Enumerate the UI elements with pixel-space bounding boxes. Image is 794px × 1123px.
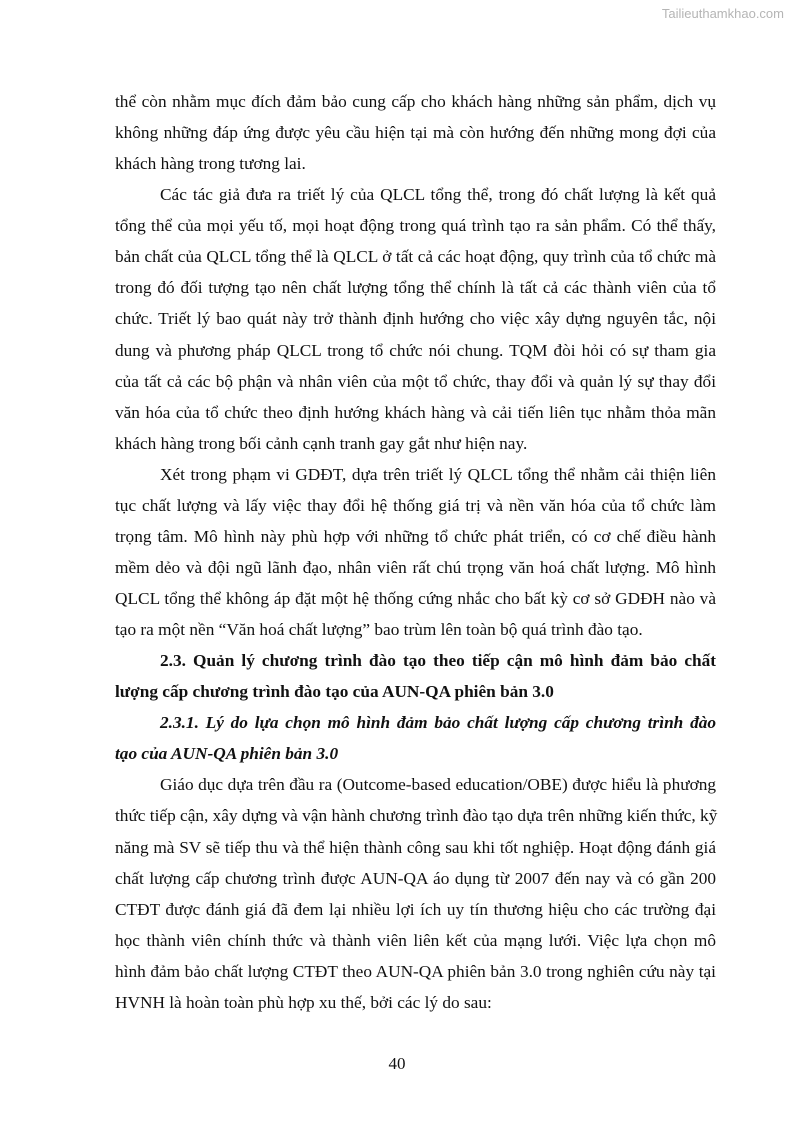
text-line: Xét trong phạm vi GDĐT, dựa trên triết lý QLCL tổng thể nhằm cải thiện liên xyxy=(160,464,716,484)
text-line: dung và phương pháp QLCL trong tổ chức nói chung. TQM đòi hỏi có sự tham gia xyxy=(115,340,716,360)
page-number: 40 xyxy=(388,1054,406,1073)
text-line: hình đảm bảo chất lượng CTĐT theo AUN-QA phiên bản 3.0 trong nghiên cứu này tại xyxy=(115,961,716,981)
watermark: Tailieuthamkhao.com xyxy=(661,6,784,21)
text-line: trong đó đối tượng tạo nên chất lượng tổng thể chính là tất cả các thành viên của tổ xyxy=(115,278,716,298)
text-line: tạo ra một nền “Văn hoá chất lượng” bao trùm lên toàn bộ quá trình đào tạo. xyxy=(115,620,643,640)
section-heading xyxy=(115,645,716,707)
text-line: 2.3.1. Lý do lựa chọn mô hình đảm bảo chất lượng cấp chương trình đào xyxy=(160,713,716,733)
subsection-heading xyxy=(115,707,716,769)
text-line: mềm dẻo và đội ngũ lãnh đạo, nhân viên rất chú trọng văn hoá chất lượng. Mô hình xyxy=(115,557,716,577)
text-line: chất lượng cấp chương trình được AUN-QA áo dụng từ 2007 đến nay và có gần 200 xyxy=(115,868,716,888)
text-line: học thành viên chính thức và thành viên liên kết của mạng lưới. Việc lựa chọn mô xyxy=(115,930,716,950)
text-line: chức. Triết lý bao quát này trở thành định hướng cho việc xây dựng nguyên tắc, nội xyxy=(115,309,716,329)
paragraph xyxy=(115,179,716,459)
text-line: trọng tâm. Mô hình này phù hợp với những tổ chức phát triển, có cơ chế điều hành xyxy=(115,526,716,546)
text-line: CTĐT được đánh giá đã đem lại nhiều lợi ích uy tín thương hiệu cho các trường đại xyxy=(115,899,716,919)
text-line: Giáo dục dựa trên đầu ra (Outcome-based education/OBE) được hiểu là phương xyxy=(160,775,716,795)
text-line: năng mà SV sẽ tiếp thu và thể hiện thành công sau khi tốt nghiệp. Hoạt động đánh giá xyxy=(115,837,716,857)
text-line: HVNH là hoàn toàn phù hợp xu thế, bởi các lý do sau: xyxy=(115,992,492,1012)
text-line: 2.3. Quản lý chương trình đào tạo theo tiếp cận mô hình đảm bảo chất xyxy=(160,651,716,671)
text-line: thể còn nhằm mục đích đảm bảo cung cấp cho khách hàng những sản phẩm, dịch vụ xyxy=(115,92,716,111)
text-line: QLCL tổng thể không áp đặt một hệ thống cứng nhắc cho bất kỳ cơ sở GDĐH nào và xyxy=(115,589,716,608)
text-line: văn hóa của tổ chức theo định hướng khách hàng và cải tiến liên tục nhằm thỏa mãn xyxy=(115,402,716,422)
text-line: bản chất của QLCL tổng thể là QLCL ở tất cả các hoạt động, quy trình của tổ chức mà xyxy=(115,247,716,267)
text-line: tục chất lượng và lấy việc thay đổi hệ thống giá trị và nền văn hóa của tổ chức làm xyxy=(115,495,716,515)
text-line: lượng cấp chương trình đào tạo của AUN-QA phiên bản 3.0 xyxy=(115,682,554,702)
text-line: tạo của AUN-QA phiên bản 3.0 xyxy=(115,744,339,764)
paragraph xyxy=(115,459,716,645)
text-line: khách hàng trong tương lai. xyxy=(115,154,306,174)
text-line: thức tiếp cận, xây dựng và vận hành chương trình đào tạo dựa trên những kiến thức, kỹ xyxy=(115,806,718,826)
text-line: không những đáp ứng được yêu cầu hiện tại mà còn hướng đến những mong đợi của xyxy=(115,123,716,143)
text-line: của tất cả các bộ phận và nhân viên của một tổ chức, thay đổi và quản lý sự thay đổi xyxy=(115,371,716,391)
paragraph xyxy=(115,769,716,1018)
text-line: Các tác giả đưa ra triết lý của QLCL tổng thể, trong đó chất lượng là kết quả xyxy=(160,185,716,205)
text-line: tổng thể của mọi yếu tố, mọi hoạt động trong quá trình tạo ra sản phẩm. Có thể thấy, xyxy=(115,216,716,236)
paragraph xyxy=(115,86,716,179)
document-body xyxy=(115,86,716,1018)
text-line: khách hàng trong bối cảnh cạnh tranh gay gắt như hiện nay. xyxy=(115,433,528,453)
